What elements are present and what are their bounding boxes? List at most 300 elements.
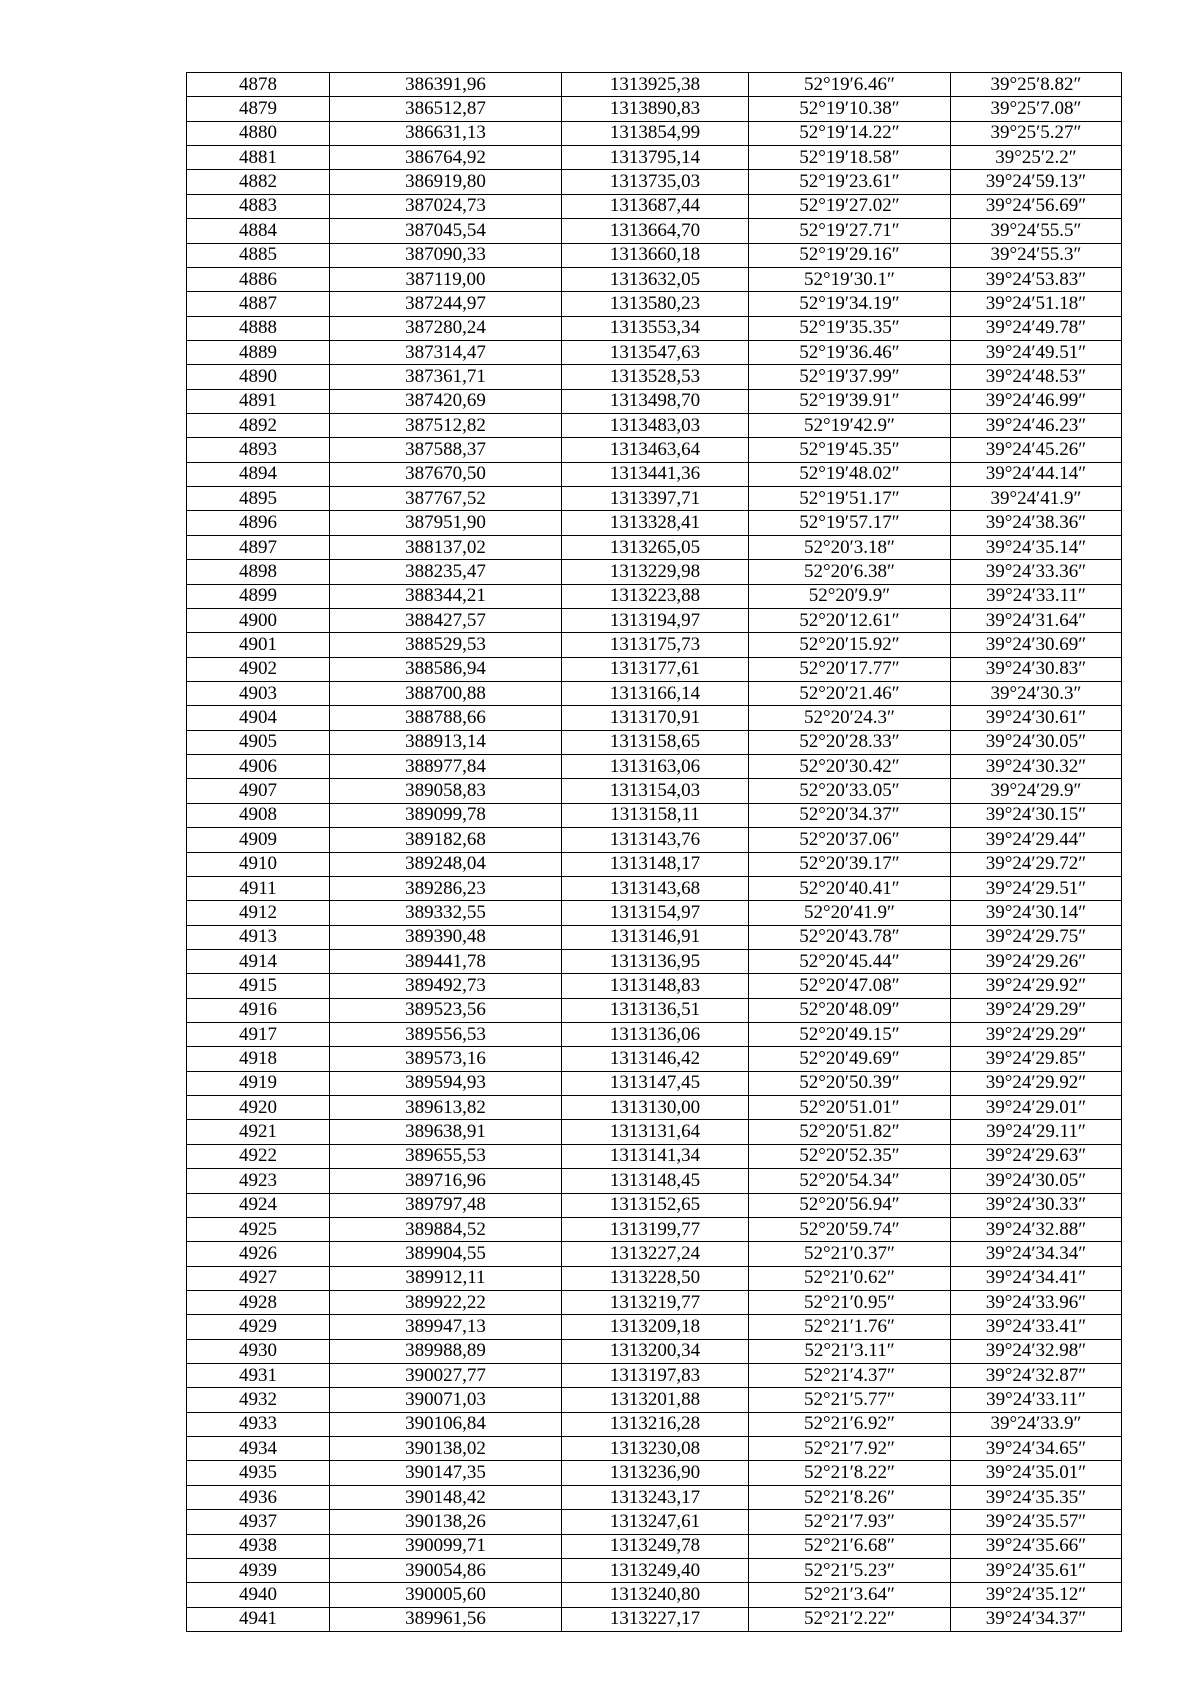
x-coordinate-cell: 388137,02	[330, 535, 562, 559]
y-coordinate-cell: 1313154,03	[562, 779, 749, 803]
longitude-cell: 39°24′48.53″	[951, 365, 1122, 389]
table-row	[187, 1339, 1122, 1363]
y-coordinate-cell: 1313240,80	[562, 1583, 749, 1607]
point-number-cell: 4925	[187, 1217, 330, 1241]
latitude-cell: 52°20′9.9″	[749, 584, 951, 608]
longitude-cell: 39°24′30.05″	[951, 730, 1122, 754]
point-number-cell: 4914	[187, 949, 330, 973]
latitude-cell: 52°20′41.9″	[749, 901, 951, 925]
x-coordinate-cell: 387314,47	[330, 340, 562, 364]
longitude-cell: 39°24′38.36″	[951, 511, 1122, 535]
latitude-cell: 52°21′0.37″	[749, 1242, 951, 1266]
x-coordinate-cell: 390099,71	[330, 1534, 562, 1558]
table-row	[187, 1485, 1122, 1509]
x-coordinate-cell: 390054,86	[330, 1558, 562, 1582]
latitude-cell: 52°20′49.69″	[749, 1047, 951, 1071]
longitude-cell: 39°24′44.14″	[951, 462, 1122, 486]
table-row	[187, 194, 1122, 218]
point-number-cell: 4887	[187, 292, 330, 316]
x-coordinate-cell: 390138,02	[330, 1437, 562, 1461]
latitude-cell: 52°19′14.22″	[749, 121, 951, 145]
point-number-cell: 4898	[187, 560, 330, 584]
point-number-cell: 4929	[187, 1315, 330, 1339]
longitude-cell: 39°24′30.83″	[951, 657, 1122, 681]
longitude-cell: 39°24′33.11″	[951, 1388, 1122, 1412]
x-coordinate-cell: 388977,84	[330, 755, 562, 779]
longitude-cell: 39°24′49.51″	[951, 340, 1122, 364]
table-row	[187, 1290, 1122, 1314]
table-row	[187, 487, 1122, 511]
latitude-cell: 52°19′18.58″	[749, 146, 951, 170]
x-coordinate-cell: 388344,21	[330, 584, 562, 608]
latitude-cell: 52°19′42.9″	[749, 414, 951, 438]
table-row	[187, 1071, 1122, 1095]
latitude-cell: 52°19′23.61″	[749, 170, 951, 194]
longitude-cell: 39°24′46.23″	[951, 414, 1122, 438]
point-number-cell: 4919	[187, 1071, 330, 1095]
x-coordinate-cell: 390148,42	[330, 1485, 562, 1509]
table-row	[187, 292, 1122, 316]
x-coordinate-cell: 390071,03	[330, 1388, 562, 1412]
longitude-cell: 39°24′55.3″	[951, 243, 1122, 267]
y-coordinate-cell: 1313219,77	[562, 1290, 749, 1314]
y-coordinate-cell: 1313158,11	[562, 803, 749, 827]
y-coordinate-cell: 1313265,05	[562, 535, 749, 559]
y-coordinate-cell: 1313146,91	[562, 925, 749, 949]
table-row	[187, 1607, 1122, 1631]
y-coordinate-cell: 1313148,83	[562, 974, 749, 998]
longitude-cell: 39°24′55.5″	[951, 219, 1122, 243]
x-coordinate-cell: 390138,26	[330, 1510, 562, 1534]
longitude-cell: 39°24′35.14″	[951, 535, 1122, 559]
longitude-cell: 39°25′5.27″	[951, 121, 1122, 145]
table-row	[187, 1144, 1122, 1168]
table-row	[187, 1534, 1122, 1558]
y-coordinate-cell: 1313148,17	[562, 852, 749, 876]
point-number-cell: 4910	[187, 852, 330, 876]
point-number-cell: 4923	[187, 1169, 330, 1193]
table-row	[187, 974, 1122, 998]
y-coordinate-cell: 1313660,18	[562, 243, 749, 267]
x-coordinate-cell: 389390,48	[330, 925, 562, 949]
y-coordinate-cell: 1313664,70	[562, 219, 749, 243]
y-coordinate-cell: 1313228,50	[562, 1266, 749, 1290]
x-coordinate-cell: 387588,37	[330, 438, 562, 462]
x-coordinate-cell: 387045,54	[330, 219, 562, 243]
latitude-cell: 52°19′27.02″	[749, 194, 951, 218]
longitude-cell: 39°24′29.63″	[951, 1144, 1122, 1168]
y-coordinate-cell: 1313143,68	[562, 876, 749, 900]
y-coordinate-cell: 1313194,97	[562, 608, 749, 632]
latitude-cell: 52°21′6.92″	[749, 1412, 951, 1436]
point-number-cell: 4883	[187, 194, 330, 218]
coordinates-table-body	[187, 73, 1122, 1632]
point-number-cell: 4941	[187, 1607, 330, 1631]
table-row	[187, 1242, 1122, 1266]
y-coordinate-cell: 1313463,64	[562, 438, 749, 462]
point-number-cell: 4894	[187, 462, 330, 486]
x-coordinate-cell: 389573,16	[330, 1047, 562, 1071]
x-coordinate-cell: 387670,50	[330, 462, 562, 486]
point-number-cell: 4909	[187, 828, 330, 852]
table-row	[187, 170, 1122, 194]
longitude-cell: 39°24′32.88″	[951, 1217, 1122, 1241]
longitude-cell: 39°25′8.82″	[951, 73, 1122, 97]
y-coordinate-cell: 1313243,17	[562, 1485, 749, 1509]
y-coordinate-cell: 1313528,53	[562, 365, 749, 389]
latitude-cell: 52°20′21.46″	[749, 681, 951, 705]
point-number-cell: 4890	[187, 365, 330, 389]
table-row	[187, 779, 1122, 803]
latitude-cell: 52°20′12.61″	[749, 608, 951, 632]
latitude-cell: 52°20′50.39″	[749, 1071, 951, 1095]
y-coordinate-cell: 1313209,18	[562, 1315, 749, 1339]
x-coordinate-cell: 386764,92	[330, 146, 562, 170]
table-row	[187, 243, 1122, 267]
latitude-cell: 52°19′57.17″	[749, 511, 951, 535]
latitude-cell: 52°21′0.62″	[749, 1266, 951, 1290]
table-row	[187, 365, 1122, 389]
table-row	[187, 1266, 1122, 1290]
point-number-cell: 4902	[187, 657, 330, 681]
latitude-cell: 52°21′8.22″	[749, 1461, 951, 1485]
latitude-cell: 52°19′6.46″	[749, 73, 951, 97]
longitude-cell: 39°24′32.98″	[951, 1339, 1122, 1363]
x-coordinate-cell: 387951,90	[330, 511, 562, 535]
table-row	[187, 1217, 1122, 1241]
point-number-cell: 4935	[187, 1461, 330, 1485]
x-coordinate-cell: 387420,69	[330, 389, 562, 413]
latitude-cell: 52°20′39.17″	[749, 852, 951, 876]
latitude-cell: 52°20′45.44″	[749, 949, 951, 973]
longitude-cell: 39°24′34.65″	[951, 1437, 1122, 1461]
latitude-cell: 52°19′45.35″	[749, 438, 951, 462]
longitude-cell: 39°24′29.85″	[951, 1047, 1122, 1071]
x-coordinate-cell: 388700,88	[330, 681, 562, 705]
x-coordinate-cell: 389988,89	[330, 1339, 562, 1363]
longitude-cell: 39°25′7.08″	[951, 97, 1122, 121]
y-coordinate-cell: 1313163,06	[562, 755, 749, 779]
point-number-cell: 4918	[187, 1047, 330, 1071]
x-coordinate-cell: 389904,55	[330, 1242, 562, 1266]
point-number-cell: 4912	[187, 901, 330, 925]
point-number-cell: 4878	[187, 73, 330, 97]
x-coordinate-cell: 389523,56	[330, 998, 562, 1022]
latitude-cell: 52°21′3.64″	[749, 1583, 951, 1607]
x-coordinate-cell: 387361,71	[330, 365, 562, 389]
y-coordinate-cell: 1313130,00	[562, 1096, 749, 1120]
longitude-cell: 39°24′56.69″	[951, 194, 1122, 218]
table-row	[187, 146, 1122, 170]
point-number-cell: 4904	[187, 706, 330, 730]
latitude-cell: 52°19′48.02″	[749, 462, 951, 486]
longitude-cell: 39°24′29.51″	[951, 876, 1122, 900]
longitude-cell: 39°24′30.33″	[951, 1193, 1122, 1217]
x-coordinate-cell: 388586,94	[330, 657, 562, 681]
table-row	[187, 73, 1122, 97]
x-coordinate-cell: 386919,80	[330, 170, 562, 194]
point-number-cell: 4879	[187, 97, 330, 121]
y-coordinate-cell: 1313177,61	[562, 657, 749, 681]
x-coordinate-cell: 387280,24	[330, 316, 562, 340]
table-row	[187, 511, 1122, 535]
table-row	[187, 1023, 1122, 1047]
y-coordinate-cell: 1313136,95	[562, 949, 749, 973]
latitude-cell: 52°21′8.26″	[749, 1485, 951, 1509]
latitude-cell: 52°20′56.94″	[749, 1193, 951, 1217]
table-row	[187, 267, 1122, 291]
point-number-cell: 4940	[187, 1583, 330, 1607]
x-coordinate-cell: 388427,57	[330, 608, 562, 632]
longitude-cell: 39°24′31.64″	[951, 608, 1122, 632]
point-number-cell: 4933	[187, 1412, 330, 1436]
table-row	[187, 1461, 1122, 1485]
y-coordinate-cell: 1313229,98	[562, 560, 749, 584]
y-coordinate-cell: 1313553,34	[562, 316, 749, 340]
table-row	[187, 1047, 1122, 1071]
x-coordinate-cell: 389655,53	[330, 1144, 562, 1168]
x-coordinate-cell: 386631,13	[330, 121, 562, 145]
latitude-cell: 52°21′4.37″	[749, 1364, 951, 1388]
y-coordinate-cell: 1313152,65	[562, 1193, 749, 1217]
latitude-cell: 52°20′47.08″	[749, 974, 951, 998]
y-coordinate-cell: 1313247,61	[562, 1510, 749, 1534]
longitude-cell: 39°24′34.37″	[951, 1607, 1122, 1631]
point-number-cell: 4886	[187, 267, 330, 291]
point-number-cell: 4881	[187, 146, 330, 170]
latitude-cell: 52°20′51.82″	[749, 1120, 951, 1144]
latitude-cell: 52°19′51.17″	[749, 487, 951, 511]
y-coordinate-cell: 1313131,64	[562, 1120, 749, 1144]
longitude-cell: 39°24′29.44″	[951, 828, 1122, 852]
longitude-cell: 39°24′34.34″	[951, 1242, 1122, 1266]
point-number-cell: 4896	[187, 511, 330, 535]
table-row	[187, 828, 1122, 852]
x-coordinate-cell: 387024,73	[330, 194, 562, 218]
longitude-cell: 39°24′35.66″	[951, 1534, 1122, 1558]
longitude-cell: 39°24′35.35″	[951, 1485, 1122, 1509]
point-number-cell: 4930	[187, 1339, 330, 1363]
point-number-cell: 4880	[187, 121, 330, 145]
y-coordinate-cell: 1313925,38	[562, 73, 749, 97]
y-coordinate-cell: 1313166,14	[562, 681, 749, 705]
table-row	[187, 389, 1122, 413]
longitude-cell: 39°24′35.57″	[951, 1510, 1122, 1534]
y-coordinate-cell: 1313199,77	[562, 1217, 749, 1241]
latitude-cell: 52°20′17.77″	[749, 657, 951, 681]
point-number-cell: 4934	[187, 1437, 330, 1461]
latitude-cell: 52°19′10.38″	[749, 97, 951, 121]
point-number-cell: 4915	[187, 974, 330, 998]
y-coordinate-cell: 1313146,42	[562, 1047, 749, 1071]
longitude-cell: 39°24′30.05″	[951, 1169, 1122, 1193]
y-coordinate-cell: 1313230,08	[562, 1437, 749, 1461]
x-coordinate-cell: 386512,87	[330, 97, 562, 121]
latitude-cell: 52°20′51.01″	[749, 1096, 951, 1120]
y-coordinate-cell: 1313170,91	[562, 706, 749, 730]
point-number-cell: 4884	[187, 219, 330, 243]
longitude-cell: 39°24′30.14″	[951, 901, 1122, 925]
longitude-cell: 39°24′30.32″	[951, 755, 1122, 779]
latitude-cell: 52°20′15.92″	[749, 633, 951, 657]
table-row	[187, 706, 1122, 730]
y-coordinate-cell: 1313201,88	[562, 1388, 749, 1412]
y-coordinate-cell: 1313143,76	[562, 828, 749, 852]
x-coordinate-cell: 386391,96	[330, 73, 562, 97]
longitude-cell: 39°24′29.75″	[951, 925, 1122, 949]
point-number-cell: 4924	[187, 1193, 330, 1217]
table-row	[187, 852, 1122, 876]
latitude-cell: 52°20′6.38″	[749, 560, 951, 584]
longitude-cell: 39°24′29.92″	[951, 1071, 1122, 1095]
point-number-cell: 4892	[187, 414, 330, 438]
point-number-cell: 4913	[187, 925, 330, 949]
point-number-cell: 4926	[187, 1242, 330, 1266]
x-coordinate-cell: 389441,78	[330, 949, 562, 973]
longitude-cell: 39°24′45.26″	[951, 438, 1122, 462]
table-row	[187, 1120, 1122, 1144]
latitude-cell: 52°19′36.46″	[749, 340, 951, 364]
x-coordinate-cell: 387119,00	[330, 267, 562, 291]
table-row	[187, 462, 1122, 486]
point-number-cell: 4905	[187, 730, 330, 754]
x-coordinate-cell: 389182,68	[330, 828, 562, 852]
point-number-cell: 4911	[187, 876, 330, 900]
table-row	[187, 1510, 1122, 1534]
x-coordinate-cell: 389058,83	[330, 779, 562, 803]
point-number-cell: 4907	[187, 779, 330, 803]
point-number-cell: 4939	[187, 1558, 330, 1582]
longitude-cell: 39°24′35.12″	[951, 1583, 1122, 1607]
table-row	[187, 1437, 1122, 1461]
y-coordinate-cell: 1313483,03	[562, 414, 749, 438]
x-coordinate-cell: 389961,56	[330, 1607, 562, 1631]
y-coordinate-cell: 1313687,44	[562, 194, 749, 218]
table-row	[187, 730, 1122, 754]
x-coordinate-cell: 387767,52	[330, 487, 562, 511]
x-coordinate-cell: 387512,82	[330, 414, 562, 438]
point-number-cell: 4932	[187, 1388, 330, 1412]
point-number-cell: 4882	[187, 170, 330, 194]
latitude-cell: 52°20′33.05″	[749, 779, 951, 803]
latitude-cell: 52°19′29.16″	[749, 243, 951, 267]
point-number-cell: 4938	[187, 1534, 330, 1558]
x-coordinate-cell: 390005,60	[330, 1583, 562, 1607]
x-coordinate-cell: 388235,47	[330, 560, 562, 584]
point-number-cell: 4897	[187, 535, 330, 559]
latitude-cell: 52°20′37.06″	[749, 828, 951, 852]
y-coordinate-cell: 1313249,40	[562, 1558, 749, 1582]
longitude-cell: 39°24′35.61″	[951, 1558, 1122, 1582]
longitude-cell: 39°24′59.13″	[951, 170, 1122, 194]
point-number-cell: 4900	[187, 608, 330, 632]
latitude-cell: 52°20′54.34″	[749, 1169, 951, 1193]
x-coordinate-cell: 389884,52	[330, 1217, 562, 1241]
latitude-cell: 52°21′6.68″	[749, 1534, 951, 1558]
x-coordinate-cell: 389492,73	[330, 974, 562, 998]
y-coordinate-cell: 1313890,83	[562, 97, 749, 121]
table-row	[187, 876, 1122, 900]
latitude-cell: 52°21′7.93″	[749, 1510, 951, 1534]
latitude-cell: 52°20′59.74″	[749, 1217, 951, 1241]
longitude-cell: 39°24′30.15″	[951, 803, 1122, 827]
latitude-cell: 52°20′49.15″	[749, 1023, 951, 1047]
latitude-cell: 52°21′1.76″	[749, 1315, 951, 1339]
x-coordinate-cell: 390147,35	[330, 1461, 562, 1485]
x-coordinate-cell: 389248,04	[330, 852, 562, 876]
table-row	[187, 316, 1122, 340]
table-row	[187, 1364, 1122, 1388]
y-coordinate-cell: 1313141,34	[562, 1144, 749, 1168]
point-number-cell: 4893	[187, 438, 330, 462]
latitude-cell: 52°19′39.91″	[749, 389, 951, 413]
longitude-cell: 39°24′29.26″	[951, 949, 1122, 973]
point-number-cell: 4889	[187, 340, 330, 364]
point-number-cell: 4895	[187, 487, 330, 511]
table-row	[187, 438, 1122, 462]
table-row	[187, 414, 1122, 438]
point-number-cell: 4903	[187, 681, 330, 705]
point-number-cell: 4888	[187, 316, 330, 340]
x-coordinate-cell: 389912,11	[330, 1266, 562, 1290]
longitude-cell: 39°24′51.18″	[951, 292, 1122, 316]
latitude-cell: 52°19′37.99″	[749, 365, 951, 389]
y-coordinate-cell: 1313397,71	[562, 487, 749, 511]
y-coordinate-cell: 1313854,99	[562, 121, 749, 145]
latitude-cell: 52°19′30.1″	[749, 267, 951, 291]
longitude-cell: 39°24′46.99″	[951, 389, 1122, 413]
point-number-cell: 4922	[187, 1144, 330, 1168]
longitude-cell: 39°24′29.9″	[951, 779, 1122, 803]
longitude-cell: 39°24′30.3″	[951, 681, 1122, 705]
point-number-cell: 4931	[187, 1364, 330, 1388]
longitude-cell: 39°24′33.9″	[951, 1412, 1122, 1436]
point-number-cell: 4885	[187, 243, 330, 267]
latitude-cell: 52°21′5.77″	[749, 1388, 951, 1412]
y-coordinate-cell: 1313197,83	[562, 1364, 749, 1388]
table-row	[187, 657, 1122, 681]
y-coordinate-cell: 1313148,45	[562, 1169, 749, 1193]
y-coordinate-cell: 1313154,97	[562, 901, 749, 925]
table-row	[187, 998, 1122, 1022]
x-coordinate-cell: 389556,53	[330, 1023, 562, 1047]
longitude-cell: 39°24′32.87″	[951, 1364, 1122, 1388]
x-coordinate-cell: 390106,84	[330, 1412, 562, 1436]
longitude-cell: 39°24′34.41″	[951, 1266, 1122, 1290]
point-number-cell: 4901	[187, 633, 330, 657]
latitude-cell: 52°20′28.33″	[749, 730, 951, 754]
x-coordinate-cell: 389947,13	[330, 1315, 562, 1339]
latitude-cell: 52°20′30.42″	[749, 755, 951, 779]
latitude-cell: 52°21′5.23″	[749, 1558, 951, 1582]
longitude-cell: 39°24′33.41″	[951, 1315, 1122, 1339]
table-row	[187, 1388, 1122, 1412]
x-coordinate-cell: 388529,53	[330, 633, 562, 657]
longitude-cell: 39°24′29.01″	[951, 1096, 1122, 1120]
point-number-cell: 4921	[187, 1120, 330, 1144]
x-coordinate-cell: 388913,14	[330, 730, 562, 754]
latitude-cell: 52°20′48.09″	[749, 998, 951, 1022]
table-row	[187, 925, 1122, 949]
latitude-cell: 52°20′24.3″	[749, 706, 951, 730]
table-row	[187, 1193, 1122, 1217]
y-coordinate-cell: 1313547,63	[562, 340, 749, 364]
y-coordinate-cell: 1313735,03	[562, 170, 749, 194]
y-coordinate-cell: 1313223,88	[562, 584, 749, 608]
y-coordinate-cell: 1313136,06	[562, 1023, 749, 1047]
latitude-cell: 52°20′52.35″	[749, 1144, 951, 1168]
point-number-cell: 4908	[187, 803, 330, 827]
